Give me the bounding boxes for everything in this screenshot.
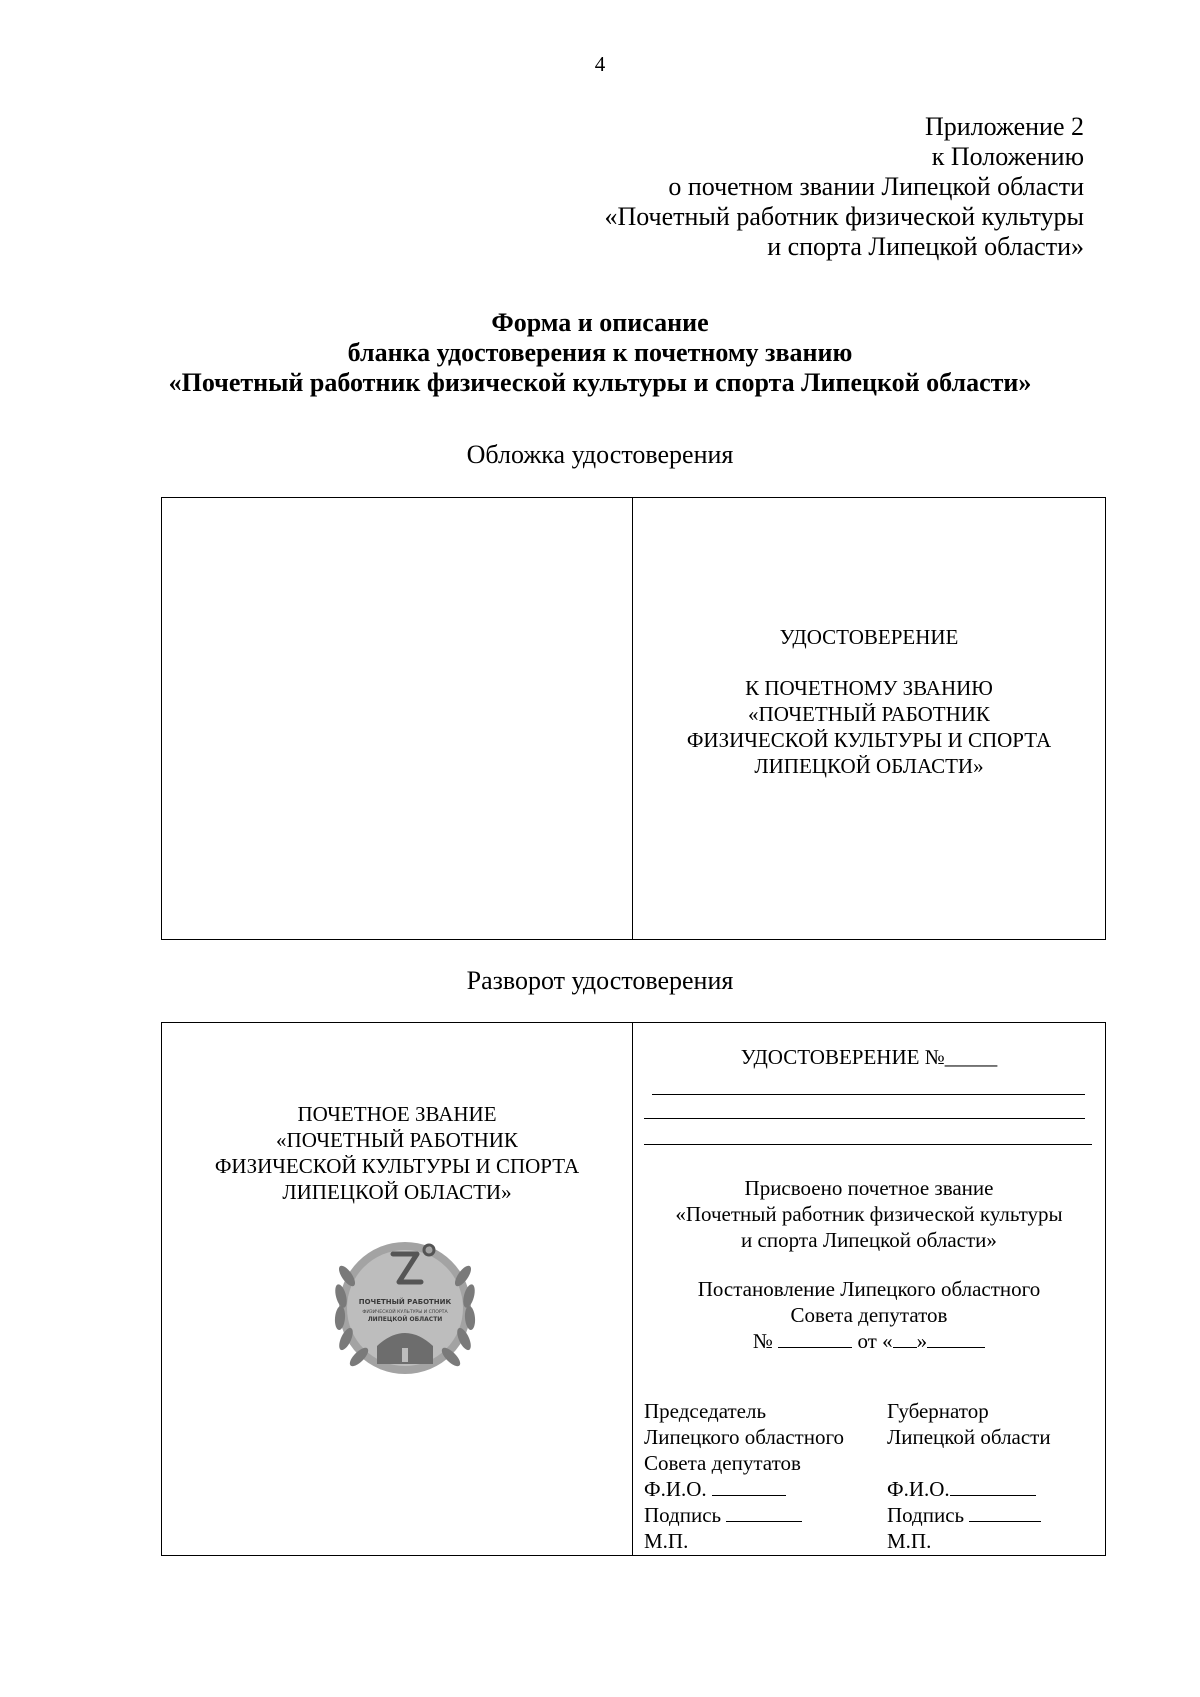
spread-left-text (162, 1101, 632, 1205)
cover-line: ФИЗИЧЕСКОЙ КУЛЬТУРЫ И СПОРТА (686, 728, 1052, 752)
awarded-text (633, 1175, 1105, 1253)
decree-number-line (633, 1328, 1105, 1354)
emblem-text: ФИЗИЧЕСКОЙ КУЛЬТУРЫ И СПОРТА (362, 1310, 448, 1315)
seal-label: М.П. (887, 1529, 932, 1553)
form-title (0, 308, 1200, 398)
cover-right-text (633, 624, 1105, 779)
awarded-line: Присвоено почетное звание (744, 1176, 994, 1200)
laurel-wreath-emblem-icon (325, 1228, 485, 1388)
appendix-line: к Положению (931, 142, 1084, 171)
governor-signature-block (887, 1398, 1051, 1554)
fio-label: Ф.И.О. (644, 1477, 707, 1501)
form-title-line: «Почетный работник физической культуры и спорта Липецкой области» (168, 368, 1032, 397)
spread-left-line: ФИЗИЧЕСКОЙ КУЛЬТУРЫ И СПОРТА (214, 1154, 580, 1178)
cover-line: «ПОЧЕТНЫЙ РАБОТНИК (748, 702, 990, 726)
form-title-line: бланка удостоверения к почетному званию (347, 338, 853, 367)
decree-number-label: № (752, 1329, 773, 1353)
appendix-line: «Почетный работник физической культуры (604, 202, 1084, 231)
decree-line: Постановление Липецкого областного (697, 1277, 1041, 1301)
appendix-line: и спорта Липецкой области» (767, 232, 1084, 261)
certificate-number: УДОСТОВЕРЕНИЕ №_____ (740, 1045, 998, 1069)
appendix-line: о почетном звании Липецкой области (668, 172, 1084, 201)
awarded-line: «Почетный работник физической культуры (675, 1202, 1063, 1226)
decree-month-blank[interactable] (927, 1329, 985, 1348)
page-number: 4 (594, 52, 606, 76)
emblem-text: ПОЧЕТНЫЙ РАБОТНИК (358, 1298, 452, 1306)
governor-title: Губернатор (887, 1399, 989, 1423)
chairman-title: Совета депутатов (644, 1451, 801, 1475)
name-blank-line (644, 1144, 1092, 1145)
cover-heading: Обложка удостоверения (466, 440, 734, 469)
decree-line: Совета депутатов (790, 1303, 948, 1327)
name-blank-line (652, 1094, 1085, 1095)
signature-label: Подпись (887, 1503, 965, 1527)
chairman-title: Председатель (644, 1399, 767, 1423)
cover-line: ЛИПЕЦКОЙ ОБЛАСТИ» (754, 754, 984, 778)
fio-blank[interactable] (712, 1477, 786, 1496)
awarded-line: и спорта Липецкой области» (741, 1228, 997, 1252)
cover-line: К ПОЧЕТНОМУ ЗВАНИЮ (745, 676, 993, 700)
governor-title: Липецкой области (887, 1425, 1051, 1449)
decree-date-label: от « (857, 1329, 893, 1353)
signature-label: Подпись (644, 1503, 722, 1527)
form-title-line: Форма и описание (491, 308, 709, 337)
spread-left-line: ПОЧЕТНОЕ ЗВАНИЕ (297, 1102, 497, 1126)
decree-number-blank[interactable] (778, 1329, 852, 1348)
cover-line: УДОСТОВЕРЕНИЕ (779, 625, 959, 649)
seal-label: М.П. (644, 1529, 689, 1553)
decree-day-blank[interactable] (893, 1329, 917, 1348)
appendix-header (604, 112, 1084, 262)
spread-left-line: «ПОЧЕТНЫЙ РАБОТНИК (276, 1128, 518, 1152)
spread-heading: Разворот удостоверения (466, 966, 734, 995)
appendix-line: Приложение 2 (924, 112, 1084, 141)
name-blank-line (644, 1118, 1085, 1119)
emblem-text: ЛИПЕЦКОЙ ОБЛАСТИ (367, 1316, 443, 1323)
fio-label: Ф.И.О. (887, 1477, 950, 1501)
fio-blank[interactable] (950, 1477, 1036, 1496)
signature-blank[interactable] (969, 1503, 1041, 1522)
spread-left-line: ЛИПЕЦКОЙ ОБЛАСТИ» (282, 1180, 512, 1204)
decree-date-quote: » (916, 1329, 928, 1353)
signature-blank[interactable] (726, 1503, 802, 1522)
chairman-signature-block (644, 1398, 844, 1554)
chairman-title: Липецкого областного (644, 1425, 845, 1449)
decree-text (633, 1276, 1105, 1354)
